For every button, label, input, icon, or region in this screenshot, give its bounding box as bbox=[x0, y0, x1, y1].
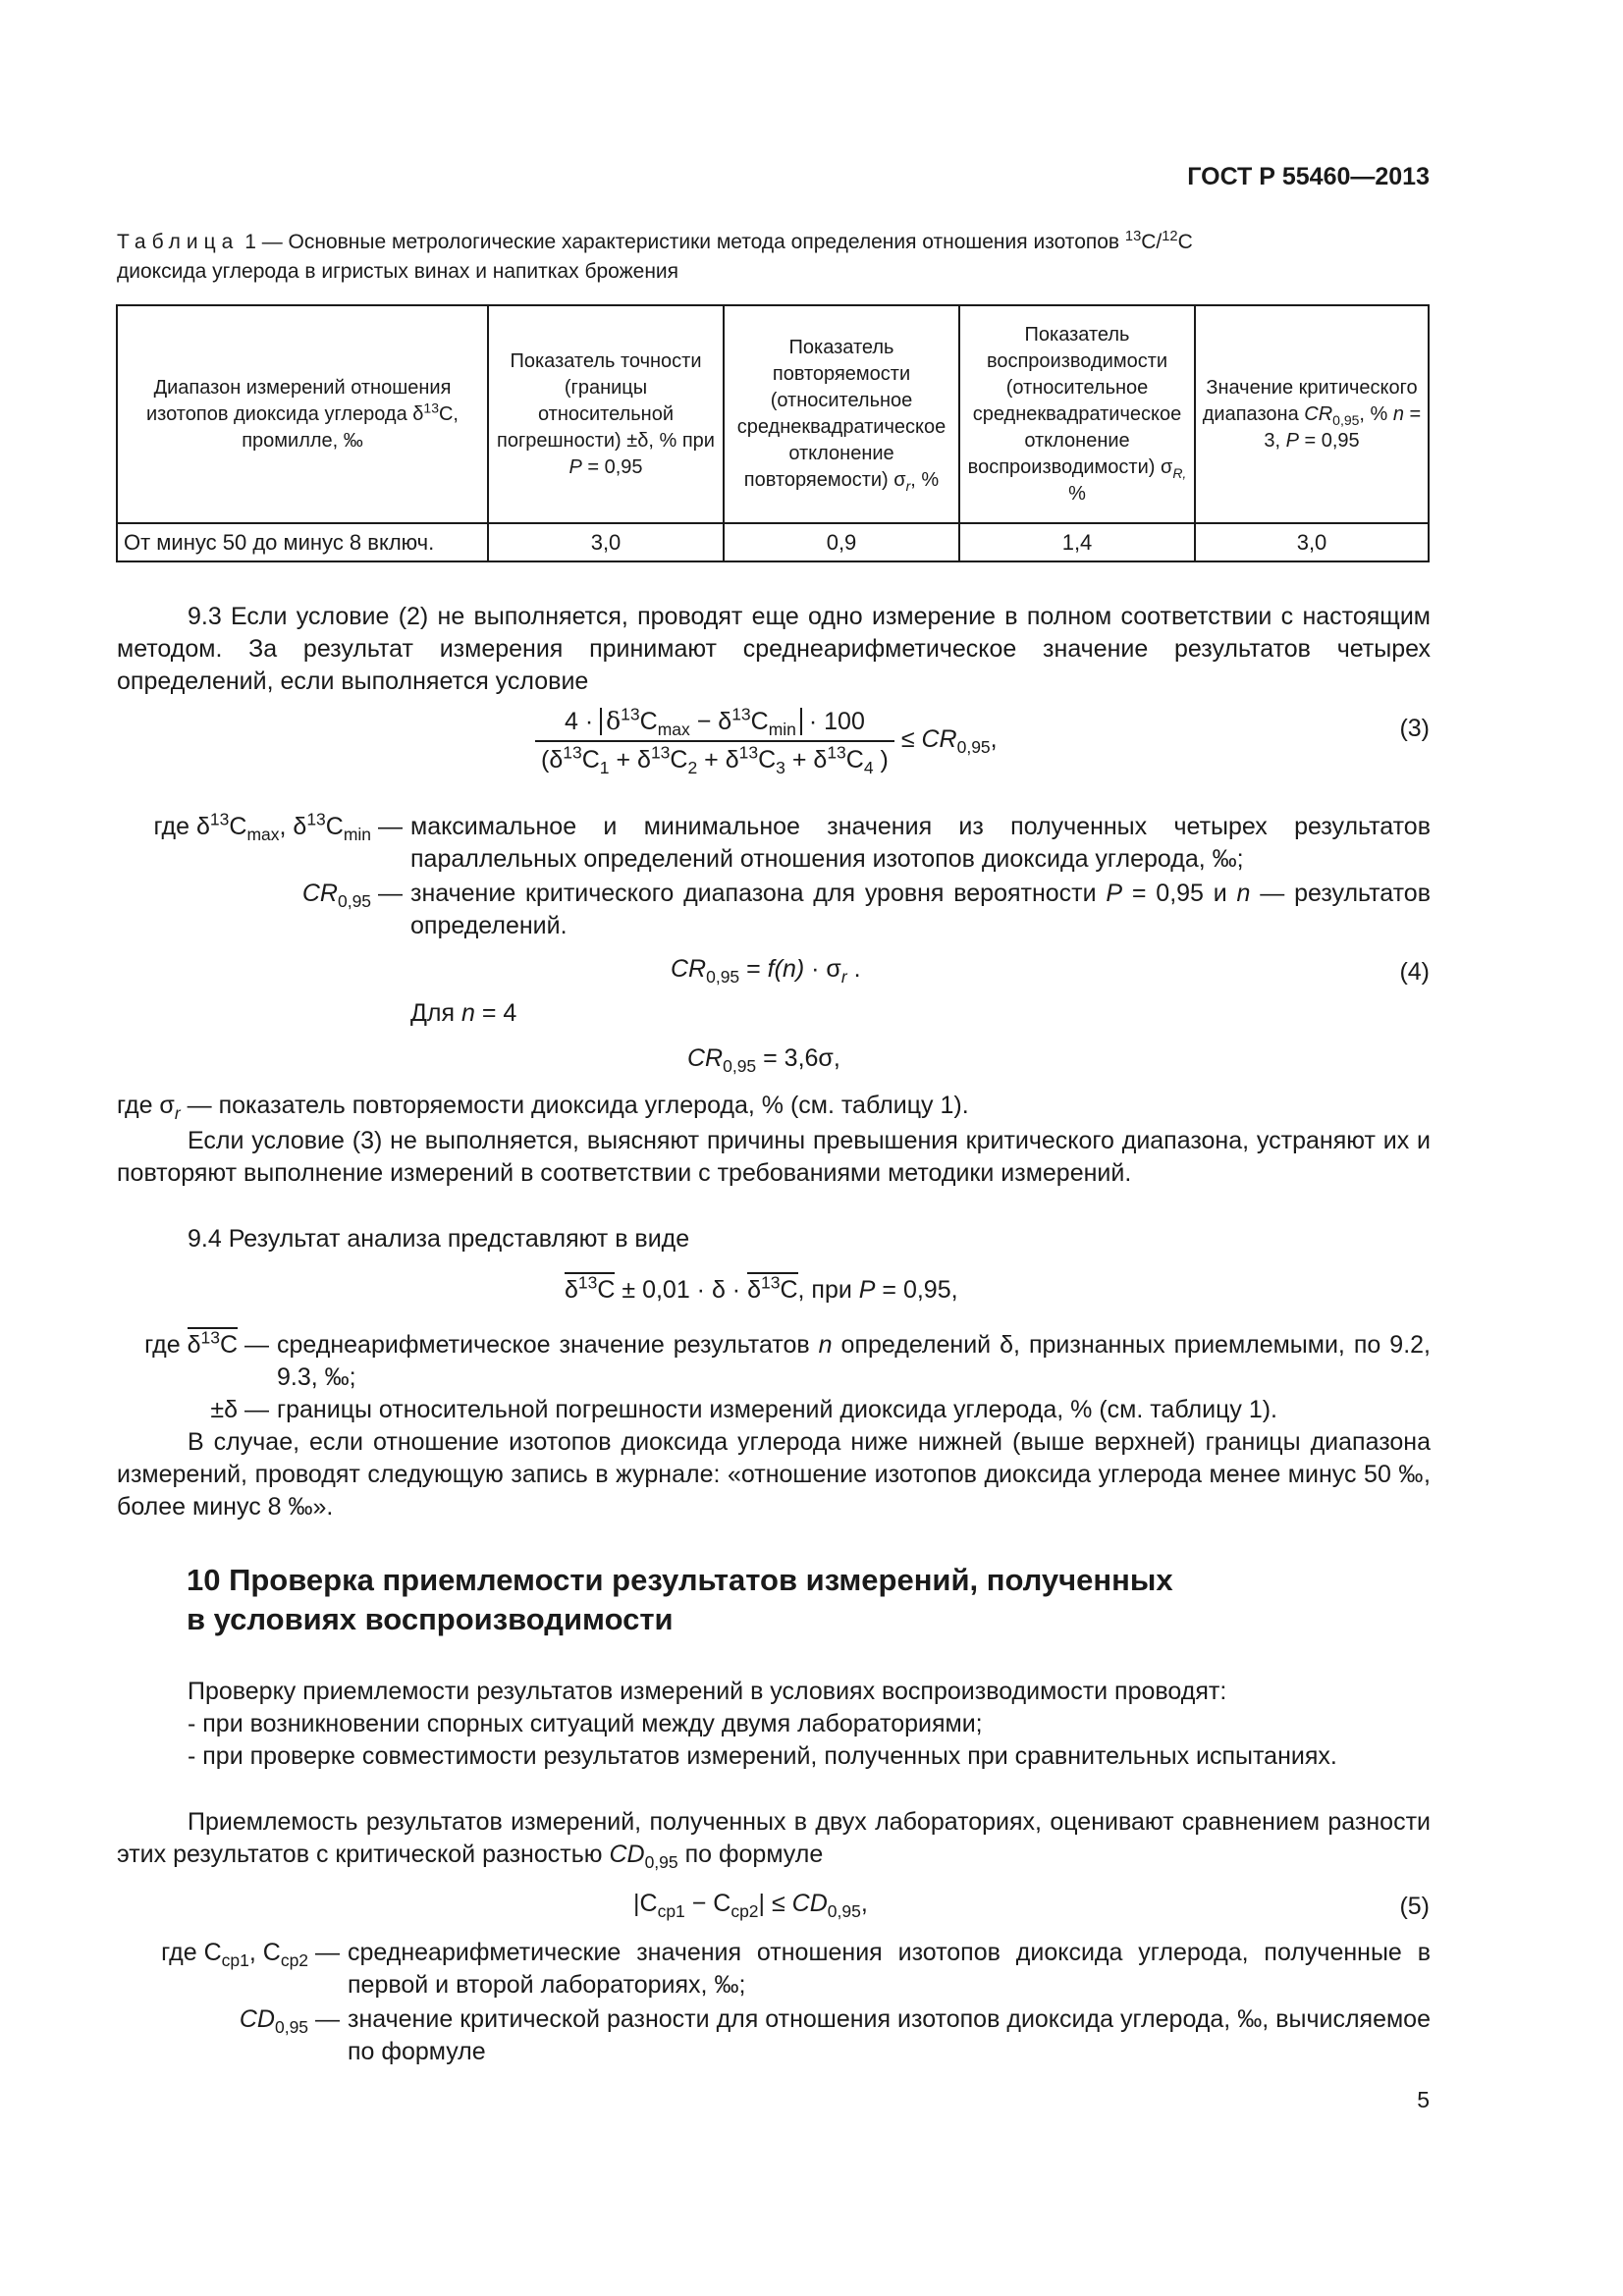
cr36-cr: CR bbox=[687, 1044, 724, 1072]
result-p: P bbox=[858, 1276, 876, 1304]
f5-sub: 0,95 bbox=[827, 1901, 861, 1921]
f3-rhs-pre: ≤ bbox=[900, 725, 922, 754]
formula-3 bbox=[535, 704, 998, 777]
def-mean-n: n bbox=[818, 1331, 833, 1359]
cd-pre: Приемлемость результатов измерений, полученных в двух лабораториях, оценивают сравнением разности этих результатов с критической разностью bbox=[117, 1808, 1431, 1868]
formula-cr-36 bbox=[687, 1044, 840, 1076]
formula-3-number: (3) bbox=[1399, 715, 1430, 742]
f3-minus: − δ bbox=[689, 708, 732, 735]
f5-mid: − C bbox=[684, 1890, 731, 1917]
def-mean-pre: среднеарифметическое значение результатов bbox=[277, 1331, 819, 1359]
def-cr-pre: значение критического диапазона для уровня вероятности bbox=[410, 880, 1107, 907]
def-mean-post: определений δ, признанных приемлемыми, по 9.2, 9.3, ‰; bbox=[277, 1331, 1431, 1391]
f3-pre: 4 · bbox=[564, 708, 601, 735]
cell-critical-range: 3,0 bbox=[1195, 523, 1429, 561]
h5-post: = 3, bbox=[1264, 402, 1422, 452]
def-pm-term: ±δ — bbox=[210, 1396, 269, 1423]
def-max-min-body: максимальное и минимальное значения из полученных четырех результатов параллельных определений отношения изотопов диоксида углерода, ‰; bbox=[410, 813, 1431, 873]
result-post: = 0,95, bbox=[875, 1276, 958, 1304]
definition-pm-delta bbox=[210, 1394, 1431, 1426]
header-critical-range bbox=[1195, 305, 1429, 523]
def-cr-p: P bbox=[1106, 880, 1123, 907]
h5-sub: 0,95 bbox=[1332, 411, 1360, 428]
formula-4-number: (4) bbox=[1399, 958, 1430, 986]
section-10-line2: в условиях воспроизводимости bbox=[187, 1602, 674, 1636]
cd-var: CD bbox=[609, 1841, 645, 1868]
h1-post: C, промилле, ‰ bbox=[242, 402, 459, 452]
cr36-sub: 0,95 bbox=[723, 1056, 757, 1076]
table-caption-line2: диоксида углерода в игристых винах и напитках брожения bbox=[117, 260, 679, 283]
f3-rhs-post: , bbox=[990, 725, 998, 754]
cell-accuracy: 3,0 bbox=[488, 523, 724, 561]
paragraph-s10-intro: Проверку приемлемости результатов измерений в условиях воспроизводимости проводят: bbox=[188, 1678, 1227, 1705]
bullet-compatibility: - при проверке совместимости результатов измерений, полученных при сравнительных испытаниях. bbox=[188, 1742, 1337, 1770]
sigma-sub: r bbox=[174, 1103, 181, 1123]
header-accuracy bbox=[488, 305, 724, 523]
f5-rel: | ≤ bbox=[758, 1890, 792, 1917]
f4-end: . bbox=[846, 955, 861, 983]
header-reproducibility bbox=[959, 305, 1195, 523]
f4-eq: = bbox=[739, 955, 768, 983]
cd-post: по формуле bbox=[677, 1841, 824, 1868]
def-ccp-body: среднеарифметические значения отношения изотопов диоксида углерода, полученные в первой и второй лабораториях, ‰; bbox=[348, 1939, 1431, 1999]
cell-repeatability: 0,9 bbox=[724, 523, 959, 561]
def-cr-term: $CR_{0,95}$ — bbox=[301, 880, 403, 911]
h4-pre: Показатель воспроизводимости (относительное среднеквадратическое отклонение воспроизводимости) σ bbox=[967, 323, 1182, 478]
definition-cd bbox=[239, 2003, 1431, 2068]
table-row bbox=[117, 523, 1429, 561]
f3-min: min bbox=[768, 720, 796, 739]
f3-delta: δ bbox=[606, 707, 622, 735]
bullet-disputes: - при возникновении спорных ситуаций между двумя лабораториями; bbox=[188, 1710, 983, 1737]
header-repeatability bbox=[724, 305, 959, 523]
def-cr-n: n bbox=[1236, 880, 1251, 907]
isotope-12: 12 bbox=[1162, 229, 1178, 244]
def-cd-body: значение критической разности для отношения изотопов диоксида углерода, ‰, вычисляемое по формуле bbox=[348, 2005, 1431, 2065]
for-n-4 bbox=[410, 999, 516, 1028]
n4-post: = 4 bbox=[474, 999, 517, 1027]
definition-mean bbox=[144, 1327, 1431, 1394]
f3-max: max bbox=[657, 720, 690, 739]
document-code: ГОСТ Р 55460—2013 bbox=[1187, 163, 1430, 190]
n4-n: n bbox=[461, 999, 475, 1027]
f4-sigma: · σ bbox=[804, 955, 841, 983]
paragraph-s10-cd bbox=[117, 1806, 1431, 1871]
formula-3-denominator: ($\delta^{13}C_1 + \delta^{13}C_2 + \delta^{13}C_3 + \delta^{13}C_4$ ) bbox=[541, 742, 889, 777]
cr36-post: = 3,6σ, bbox=[756, 1044, 840, 1072]
h2-var: P bbox=[568, 455, 582, 478]
def-cr-post: — результатов определений. bbox=[410, 880, 1431, 939]
sigma-post: — показатель повторяемости диоксида углерода, % (см. таблицу 1). bbox=[180, 1092, 969, 1119]
sigma-pre: где σ bbox=[117, 1092, 175, 1119]
page-number: 5 bbox=[1417, 2087, 1430, 2112]
cell-range: От минус 50 до минус 8 включ. bbox=[117, 523, 488, 561]
formula-5-number: (5) bbox=[1399, 1893, 1430, 1920]
header-range bbox=[117, 305, 488, 523]
paragraph-out-of-range: В случае, если отношение изотопов диоксида углерода ниже нижней (выше верхней) границы диапазона измерений, проводят следующую запись в журнале: «отношение изотопов диоксида углерода менее минус 50 ‰, более минус 8 ‰». bbox=[117, 1428, 1431, 1521]
isotope-13: 13 bbox=[1124, 229, 1142, 244]
f3-sup: 13 bbox=[621, 704, 640, 724]
f3-cr-sub: 0,95 bbox=[956, 737, 991, 758]
def-mean-term: где $\delta^{13}C$ — bbox=[144, 1327, 269, 1359]
f4-r: r bbox=[840, 967, 847, 987]
f3-abs: $\delta^{13}C_{max} - \delta^{13}C_{min}$ bbox=[600, 708, 802, 735]
h1-sup: 13 bbox=[423, 399, 439, 415]
f4-n: (n) bbox=[774, 955, 805, 983]
h5-pre: Значение критического диапазона bbox=[1202, 376, 1418, 425]
table-caption-text: — Основные метрологические характеристики метода определения отношения изотопов bbox=[255, 231, 1125, 253]
h3-sub: r bbox=[905, 478, 911, 494]
definition-max-min bbox=[153, 809, 1431, 876]
result-pm: ± 0,01 · δ · bbox=[615, 1276, 748, 1304]
def-cd-term: $CD_{0,95}$ — bbox=[239, 2005, 340, 2037]
h3-pre: Показатель повторяемости (относительное среднеквадратическое отклонение повторяемости) σ bbox=[736, 337, 947, 491]
f5-s2: ср2 bbox=[730, 1901, 759, 1921]
f5-s1: ср1 bbox=[657, 1901, 685, 1921]
f4-sub: 0,95 bbox=[706, 967, 740, 987]
n4-pre: Для bbox=[410, 999, 462, 1027]
def-max-min-term: где $\delta^{13}C_{max}$, $\delta^{13}C_{min}$ — bbox=[153, 809, 403, 844]
f3-c2: C bbox=[750, 708, 769, 735]
section-10-title bbox=[187, 1561, 1173, 1639]
f5-cd: CD bbox=[791, 1890, 828, 1917]
paragraph-9-3: 9.3 Если условие (2) не выполняется, проводят еще одно измерение в полном соответствии с настоящим методом. За результат измерения принимают среднеарифметическое значение результатов четырех определений, если выполняется условие bbox=[117, 603, 1431, 695]
section-10-line1: 10 Проверка приемлемости результатов измерений, полученных bbox=[187, 1563, 1173, 1597]
h5-p: P bbox=[1285, 429, 1299, 452]
formula-3-fraction bbox=[535, 704, 894, 777]
f5-end: , bbox=[860, 1890, 868, 1917]
metrology-table bbox=[116, 304, 1430, 562]
table-caption-number: 1 bbox=[244, 231, 256, 253]
f5-lhs: |C bbox=[633, 1890, 658, 1917]
formula-result bbox=[565, 1272, 958, 1305]
h4-sub: R, bbox=[1172, 464, 1187, 481]
h4-post: % bbox=[1068, 482, 1086, 505]
f3-cr: CR bbox=[921, 725, 957, 754]
cd-sub: 0,95 bbox=[644, 1852, 678, 1872]
h5-post2: = 0,95 bbox=[1298, 429, 1360, 452]
definition-sigma-r bbox=[117, 1090, 1431, 1122]
h2-pre: Показатель точности (границы относительной погрешности) ±δ, % при bbox=[497, 349, 715, 452]
h2-post: = 0,95 bbox=[581, 455, 643, 478]
f4-cr: CR bbox=[671, 955, 707, 983]
def-cr-body bbox=[410, 878, 1431, 942]
f4-f: f bbox=[767, 955, 775, 983]
mean-delta-13c: $\delta^{13}C$ bbox=[565, 1272, 616, 1304]
def-ccp-term: где $C_{ср1}$, $C_{ср2}$ — bbox=[161, 1939, 340, 1970]
def-cr-mid: = 0,95 и bbox=[1122, 880, 1237, 907]
formula-3-numerator bbox=[535, 704, 894, 742]
caption-c2: C bbox=[1177, 231, 1193, 253]
h5-n: n bbox=[1392, 402, 1404, 425]
formula-4 bbox=[671, 955, 861, 987]
h1-pre: Диапазон измерений отношения изотопов диоксида углерода δ bbox=[146, 376, 452, 425]
caption-c1: C/ bbox=[1141, 231, 1163, 253]
table-caption-label: Таблица bbox=[117, 231, 240, 253]
definition-cr bbox=[301, 878, 1431, 942]
definition-ccp bbox=[161, 1937, 1431, 2002]
cell-reproducibility: 1,4 bbox=[959, 523, 1195, 561]
formula-5 bbox=[633, 1890, 868, 1921]
mean-delta-13c-2: $\delta^{13}C$ bbox=[747, 1272, 798, 1304]
def-pm-body: границы относительной погрешности измерений диоксида углерода, % (см. таблицу 1). bbox=[277, 1396, 1278, 1423]
def-mean-body bbox=[277, 1329, 1431, 1394]
result-when: , при bbox=[797, 1276, 859, 1304]
h3-post: , % bbox=[910, 469, 940, 491]
paragraph-if-3: Если условие (3) не выполняется, выясняют причины превышения критического диапазона, устраняют их и повторяют выполнение измерений в соответствии с требованиями методики измерений. bbox=[117, 1127, 1431, 1187]
table-header-row bbox=[117, 305, 1429, 523]
f3-post: · 100 bbox=[801, 708, 865, 735]
table-caption bbox=[117, 228, 1431, 287]
h5-var: CR bbox=[1304, 402, 1333, 425]
f3-c: C bbox=[639, 708, 658, 735]
paragraph-9-4: 9.4 Результат анализа представляют в виде bbox=[188, 1225, 690, 1253]
h5-mid: , % bbox=[1359, 402, 1393, 425]
